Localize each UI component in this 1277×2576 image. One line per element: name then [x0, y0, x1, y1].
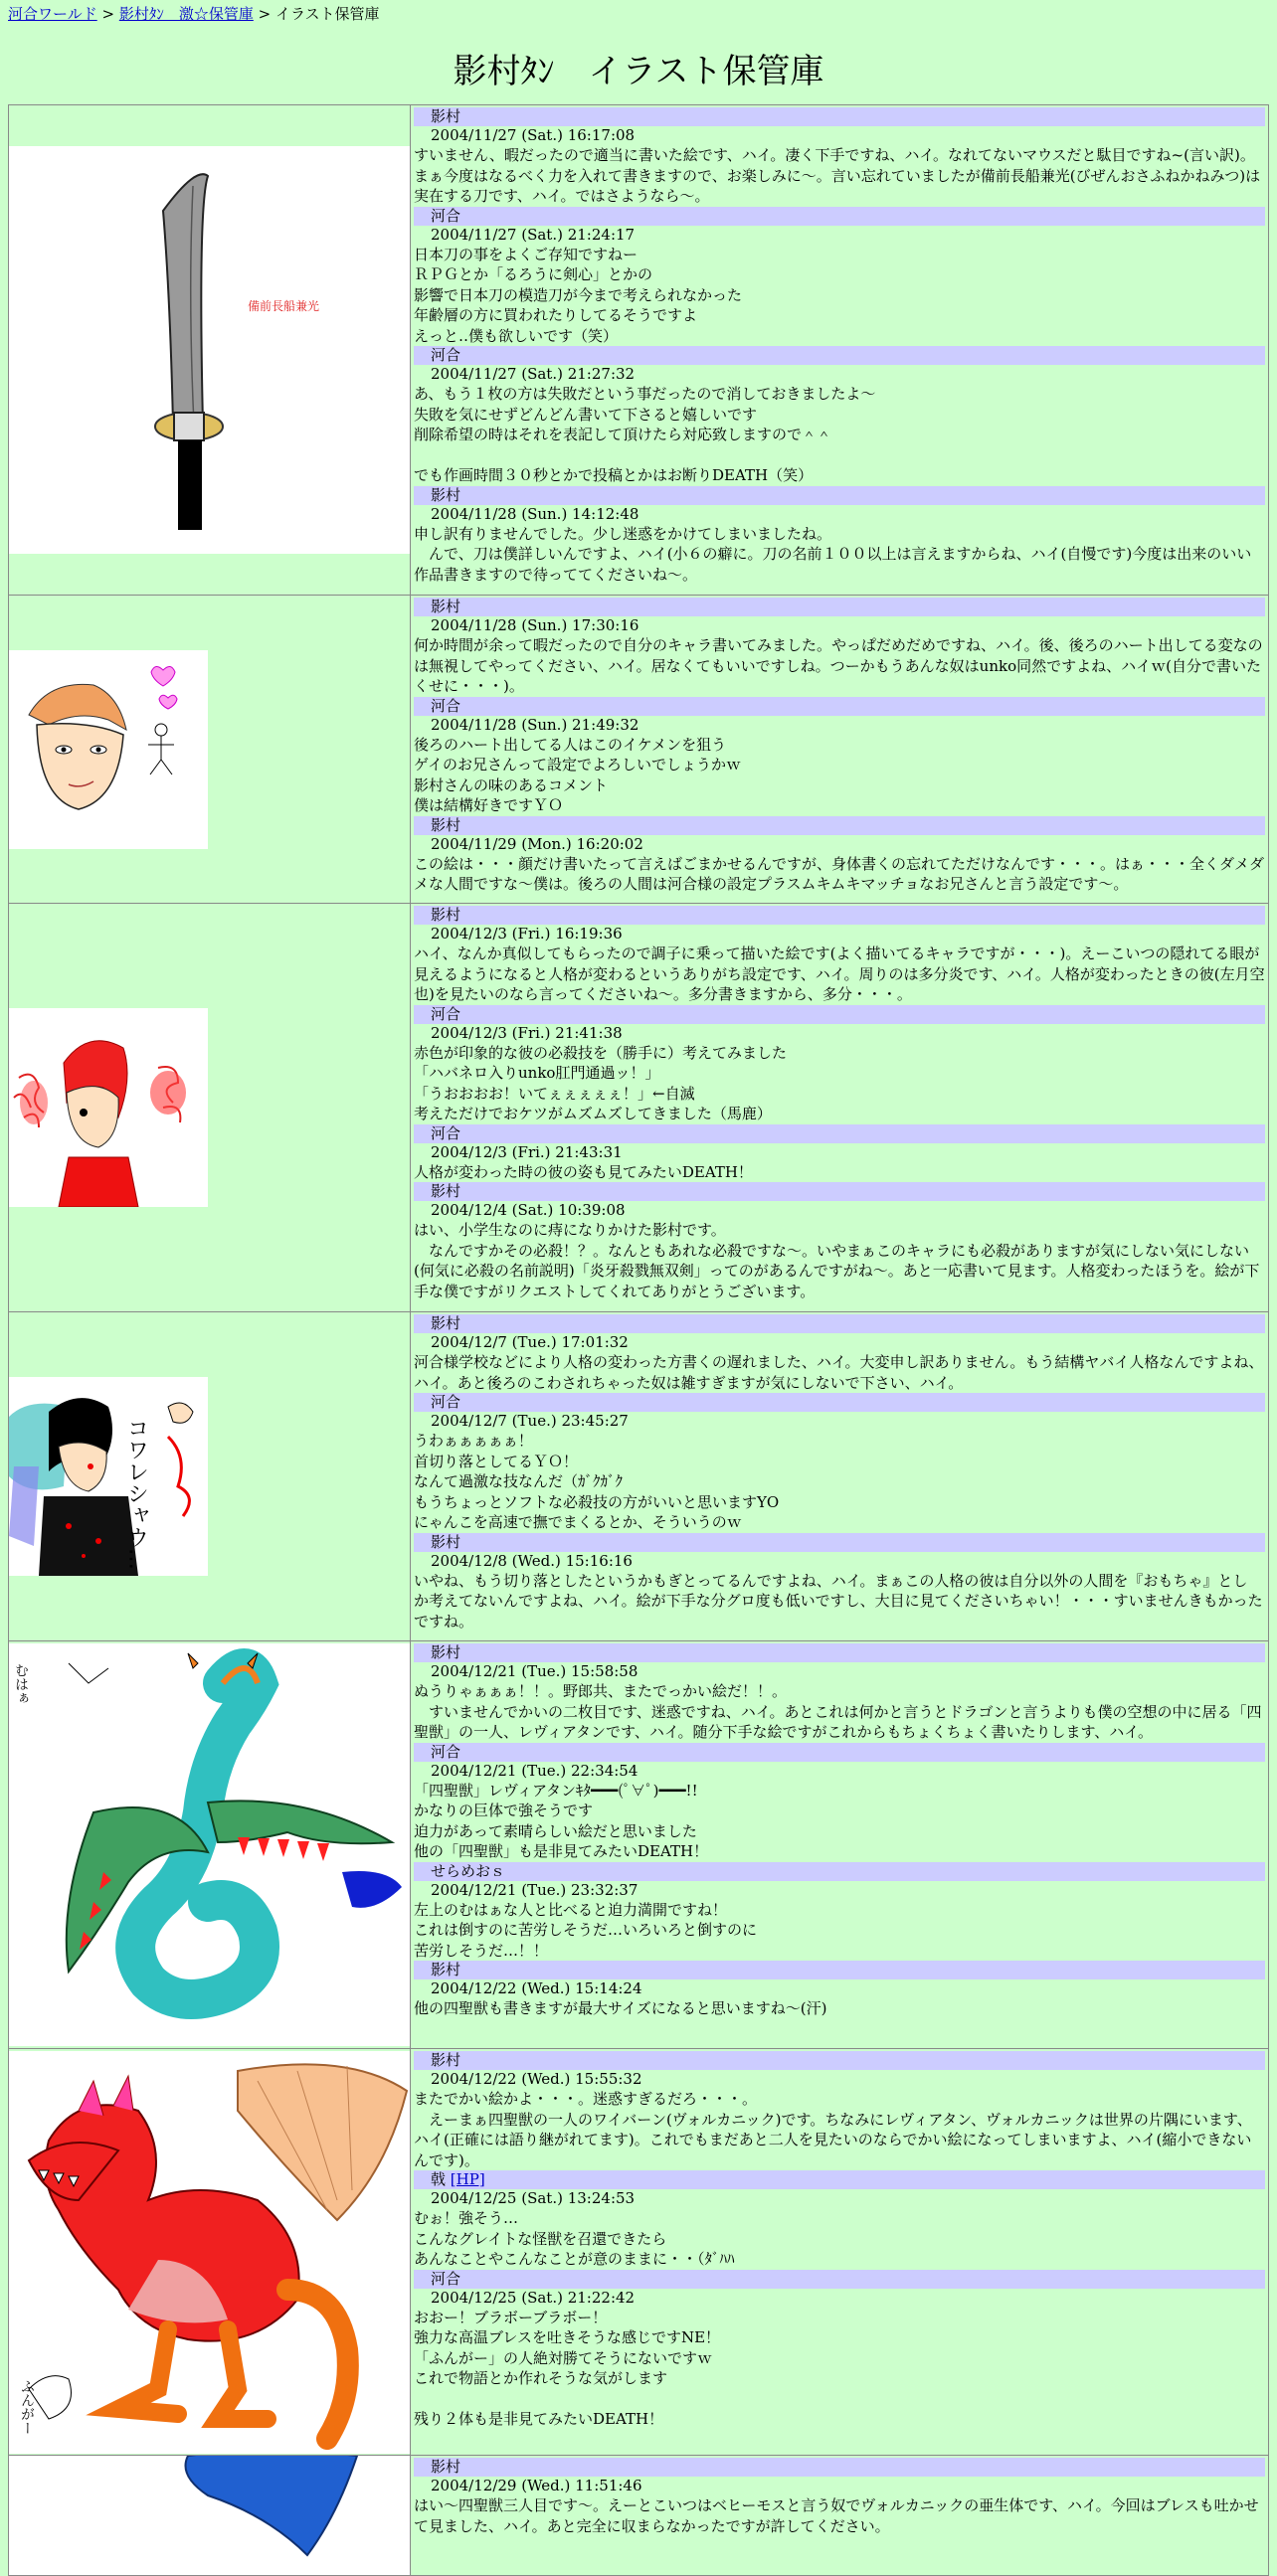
author-homepage-link[interactable]: [HP]: [450, 2170, 485, 2188]
comment: [414, 906, 1265, 1005]
comment-date: 2004/12/4 (Sat.) 10:39:08: [431, 1201, 626, 1219]
comment-body: はい、小学生なのに痔になりかけた影村です。 なんですかその必殺！？。なんともあれな必殺ですな～。いやまぁこのキャラにも必殺がありますが気にしない気にしない(何気に必殺の名前説明)「炎牙殺戮無双剣」ってのがあるんですがね～。あと一応書いて見ます。人格変わったほうを。絵が下手な僕ですがリクエストしてくれてありがとうございます。: [414, 1221, 1260, 1300]
comment-body: あ、もう１枚の方は失敗だという事だったので消しておきましたよ～ 失敗を気にせずどんどん書いて下さると嬉しいです 削除希望の時はそれを表記して頂けたら対応致しますので＾＾ でも作画時間３０秒とかで投稿とかはお断りDEATH（笑）: [414, 385, 876, 484]
comment: [414, 346, 1265, 486]
table-row: [9, 904, 1269, 1312]
comment-author: 河合: [414, 207, 1265, 226]
breadcrumb-separator: >: [96, 5, 119, 23]
red-hair-character-illustration: [9, 1008, 208, 1207]
broken-caption: コワレシャウ…: [123, 1417, 149, 1570]
comment-author: せらめおｓ: [414, 1862, 1265, 1881]
comment-body: むぉ！強そう… こんなグレイトな怪獣を召還できたら あんなことやこんなことが意のままに・・（ﾀﾞﾊﾊ: [414, 2209, 735, 2268]
illustration-cell: [9, 904, 411, 1312]
page-title: 影村ﾀﾝ イラスト保管庫: [453, 52, 824, 91]
table-row: [9, 1312, 1269, 1641]
breadcrumb: [0, 0, 1277, 30]
table-row: [9, 2456, 1269, 2576]
comment-author: 影村: [414, 598, 1265, 616]
comment-author: 影村: [414, 1643, 1265, 1662]
comment-author: [414, 2170, 1265, 2189]
comment-author: 影村: [414, 1314, 1265, 1333]
comment: [414, 2051, 1265, 2170]
comment-date: 2004/12/3 (Fri.) 21:41:38: [431, 1023, 623, 1042]
comment-date: 2004/12/3 (Fri.) 21:43:31: [431, 1142, 623, 1161]
comment-date: 2004/12/7 (Tue.) 17:01:32: [431, 1333, 629, 1351]
comment-author: 影村: [414, 1182, 1265, 1201]
comment-body: この絵は・・・顔だけ書いたって言えばごまかせるんですが、身体書くの忘れてただけなんです・・・。はぁ・・・全くダメダメな人間ですな～僕は。後ろの人間は河合様の設定プラスムキムキマッチョなお兄さんと言う設定です～。: [414, 854, 1265, 893]
illustration-cell: [9, 1641, 411, 2049]
illustration-cell: [9, 105, 411, 596]
comment: [414, 1393, 1265, 1533]
comment-date: 2004/12/25 (Sat.) 13:24:53: [431, 2189, 636, 2207]
comment-author: 影村: [414, 1533, 1265, 1552]
comment-body: ぬうりゃぁぁぁ！！。野郎共、またでっかい絵だ！！。 すいませんでかいの二枚目です、迷惑ですね、ハイ。あとこれは何かと言うとドラゴンと言うよりも僕の空想の中に居る「四聖獣」の一人、レヴィアタンです、ハイ。随分下手な絵ですがこれからもちょくちょく書いたりします、ハイ。: [414, 1682, 1262, 1741]
comment-author: 河合: [414, 1393, 1265, 1412]
comment: [414, 1124, 1265, 1183]
leviathan-illustration: [9, 1643, 410, 2046]
comment-date: 2004/12/22 (Wed.) 15:14:24: [431, 1979, 642, 1997]
comment: [414, 1961, 1265, 2019]
comment-cell: [411, 105, 1269, 596]
comment: [414, 2170, 1265, 2270]
comment-cell: [411, 1641, 1269, 2049]
comment: [414, 107, 1265, 207]
face-illustration: [9, 650, 208, 849]
comment-body: すいません、暇だったので適当に書いた絵です、ハイ。凄く下手ですね、ハイ。なれてないマウスだと駄目ですね~(言い訳)。まぁ今度はなるべく力を入れて書きますので、お楽しみに～。言い忘れていましたが備前長船兼光(びぜんおさふねかねみつ)は実在する刀です、ハイ。ではさようなら～。: [414, 146, 1261, 205]
illustration-cell: [9, 2456, 411, 2576]
illustration-cell: [9, 596, 411, 904]
sword-caption: 備前長船兼光: [248, 299, 320, 313]
comment: [414, 598, 1265, 697]
comment-date: 2004/11/27 (Sat.) 21:27:32: [431, 365, 636, 383]
comment-body: おおー！ブラボーブラボー！ 強力な高温ブレスを吐きそうな感じですNE！ 「ふんがー」の人絶対勝てそうにないですｗ これで物語とか作れそうな気がします 残り２体も是非見てみたいDEATH！: [414, 2308, 721, 2428]
comment: [414, 1314, 1265, 1393]
comment-body: 人格が変わった時の彼の姿も見てみたいDEATH！: [414, 1162, 753, 1181]
comment-cell: [411, 596, 1269, 904]
comment-cell: [411, 1312, 1269, 1641]
comment: [414, 1743, 1265, 1862]
comment-author: 影村: [414, 2051, 1265, 2070]
comment-date: 2004/12/21 (Tue.) 22:34:54: [431, 1761, 638, 1780]
comment: [414, 2270, 1265, 2430]
comment-author-name: 戟: [431, 2170, 447, 2188]
comment-date: 2004/12/21 (Tue.) 15:58:58: [431, 1662, 638, 1680]
sword-illustration: [9, 146, 410, 554]
comment-body: 河合様学校などにより人格の変わった方書くの遅れました、ハイ。大変申し訳ありません。もう結構ヤバイ人格なんですよね、ハイ。あと後ろのこわされちゃった奴は雑すぎますが気にしないで下さい、ハイ。: [414, 1353, 1264, 1392]
comment-date: 2004/12/21 (Tue.) 23:32:37: [431, 1880, 638, 1899]
table-row: [9, 1641, 1269, 2049]
comment-body: うわぁぁぁぁぁ！ 首切り落としてるＹＯ！ なんて過激な技なんだ（ｶﾞｸｶﾞｸ もうちょっとソフトな必殺技の方がいいと思いますYO にゃんこを高速で撫でまくるとか、そういうのｗ: [414, 1432, 780, 1531]
comment-date: 2004/11/28 (Sun.) 21:49:32: [431, 715, 639, 734]
comment-body: 「四聖獣」レヴィアタンｷﾀ━━━(ﾟ∀ﾟ)━━━!! かなりの巨体で強そうです 迫力があって素晴らしい絵だと思いました 他の「四聖獣」も是非見てみたいDEATH！: [414, 1781, 709, 1860]
muha-caption: むはぁ: [13, 1663, 29, 1705]
comment-date: 2004/12/25 (Sat.) 21:22:42: [431, 2288, 636, 2307]
comment-author: 影村: [414, 107, 1265, 126]
comment-body: 赤色が印象的な彼の必殺技を（勝手に）考えてみました 「ハバネロ入りunko肛門通過ッ！」 「うおおおお！いてぇぇぇぇぇ！」←自滅 考えただけでおケツがムズムズしてきました（馬鹿）: [414, 1043, 788, 1122]
illustration-cell: [9, 1312, 411, 1641]
breadcrumb-current: イラスト保管庫: [274, 5, 380, 23]
comment-author: 河合: [414, 1124, 1265, 1143]
comment: [414, 207, 1265, 347]
breadcrumb-separator: >: [253, 5, 275, 23]
breadcrumb-link-kagemura-archive[interactable]: 影村ﾀﾝ 激☆保管庫: [118, 5, 254, 23]
comment: [414, 1533, 1265, 1632]
comment-body: 日本刀の事をよくご存知ですねー ＲＰＧとか「るろうに剣心」とかの 影響で日本刀の模造刀が今まで考えられなかった 年齢層の方に買われたりしてるそうですよ えっと‥僕も欲しいです（笑）: [414, 245, 743, 345]
comment: [414, 1005, 1265, 1124]
comment-body: 後ろのハート出してる人はこのイケメンを狙う ゲイのお兄さんって設定でよろしいでしょうかｗ 影村さんの味のあるコメント 僕は結構好きですＹＯ: [414, 735, 741, 814]
comment-body: 何か時間が余って暇だったので自分のキャラ書いてみました。やっぱだめだめですね、ハイ。後、後ろのハート出してる変なのは無視してやってください、ハイ。居なくてもいいですしね。つーかもうあんな奴はunko同然ですよね、ハイｗ(自分で書いたくせに・・・)。: [414, 636, 1263, 695]
comment-body: 申し訳有りませんでした。少し迷惑をかけてしまいましたね。 んで、刀は僕詳しいんですよ、ハイ(小６の癖に。刀の名前１００以上は言えますからね、ハイ(自慢です)今度は出来のいい作品書きますので待っててくださいね～。: [414, 524, 1252, 584]
comment: [414, 697, 1265, 816]
comment-date: 2004/11/28 (Sun.) 17:30:16: [431, 616, 639, 634]
comment-cell: [411, 2049, 1269, 2456]
comment: [414, 1862, 1265, 1962]
comment-author: 河合: [414, 1743, 1265, 1762]
wyvern-illustration: [9, 2051, 410, 2454]
comment: [414, 816, 1265, 895]
comment-date: 2004/12/22 (Wed.) 15:55:32: [431, 2070, 642, 2088]
comment-date: 2004/11/29 (Mon.) 16:20:02: [431, 834, 643, 853]
table-row: [9, 596, 1269, 904]
comment: [414, 1643, 1265, 1743]
comment-cell: [411, 904, 1269, 1312]
comment-body: 他の四聖獣も書きますが最大サイズになると思いますね～(汗): [414, 1999, 827, 2017]
comment-date: 2004/12/8 (Wed.) 15:16:16: [431, 1551, 633, 1570]
breadcrumb-link-kawai-world[interactable]: 河合ワールド: [8, 5, 97, 23]
comment-author: 影村: [414, 906, 1265, 925]
comment-author: 河合: [414, 1005, 1265, 1024]
comment-date: 2004/12/7 (Tue.) 23:45:27: [431, 1412, 629, 1430]
comment-body: 左上のむはぁな人と比べると迫力満開ですね！ これは倒すのに苦労しそうだ…いろいろと倒すのに 苦労しそうだ…！！: [414, 1900, 758, 1960]
table-row: [9, 105, 1269, 596]
comment-date: 2004/12/3 (Fri.) 16:19:36: [431, 925, 623, 943]
comment-author: 影村: [414, 816, 1265, 835]
behemoth-illustration: [9, 2456, 410, 2575]
comment-cell: [411, 2456, 1269, 2576]
comment-author: 影村: [414, 2458, 1265, 2477]
comment-body: いやね、もう切り落としたというかもぎとってるんですよね、ハイ。まぁこの人格の彼は自分以外の人間を『おもちゃ』とし か考えてないんですよね、ハイ。絵が下手な分グロ度も低いですし、大目に見てくださいちゃい！・・・すいませんきもかったですね。: [414, 1571, 1263, 1631]
illustration-cell: [9, 2049, 411, 2456]
comment-date: 2004/12/29 (Wed.) 11:51:46: [431, 2477, 642, 2494]
comment-author: 影村: [414, 486, 1265, 505]
comment-author: 河合: [414, 697, 1265, 716]
comment-author: 影村: [414, 1961, 1265, 1979]
illustration-table: [8, 104, 1269, 2576]
dark-character-illustration: [9, 1377, 208, 1576]
comment-body: またでかい絵かよ・・・。迷惑すぎるだろ・・・。 えーまぁ四聖獣の一人のワイバーン(ヴォルカニック)です。ちなみにレヴィアタン、ヴォルカニックは世界の片隅にいます、ハイ(正確には語り継がれてます)。これでもまだあと二人を見たいのならでかい絵になってしまいますよ、ハイ(縮小できないんです)。: [414, 2090, 1252, 2169]
fungaa-caption: ふんがー: [19, 2378, 35, 2435]
comment-body: はい～四聖獣三人目です～。えーとこいつはベヒーモスと言う奴でヴォルカニックの亜生体です、ハイ。今回はブレスも吐かせて見ました、ハイ。あと完全に収まらなかったですが許してください。: [414, 2496, 1259, 2535]
comment-date: 2004/11/27 (Sat.) 21:24:17: [431, 225, 636, 244]
comment: [414, 2458, 1265, 2536]
comment-body: ハイ、なんか真似してもらったので調子に乗って描いた絵です(よく描いてるキャラですが・・・)。えーこいつの隠れてる眼が見えるようになると人格が変わるというありがち設定です、ハイ。周りのは多分炎です、ハイ。人格が変わったときの彼(左月空也)を見たいのなら言ってくださいね～。多分書きますから、多分・・・。: [414, 945, 1265, 1003]
comment: [414, 1182, 1265, 1301]
comment-author: 河合: [414, 2270, 1265, 2289]
comment: [414, 486, 1265, 586]
table-row: [9, 2049, 1269, 2456]
comment-date: 2004/11/27 (Sat.) 16:17:08: [431, 126, 636, 144]
comment-date: 2004/11/28 (Sun.) 14:12:48: [431, 504, 639, 523]
comment-author: 河合: [414, 346, 1265, 365]
